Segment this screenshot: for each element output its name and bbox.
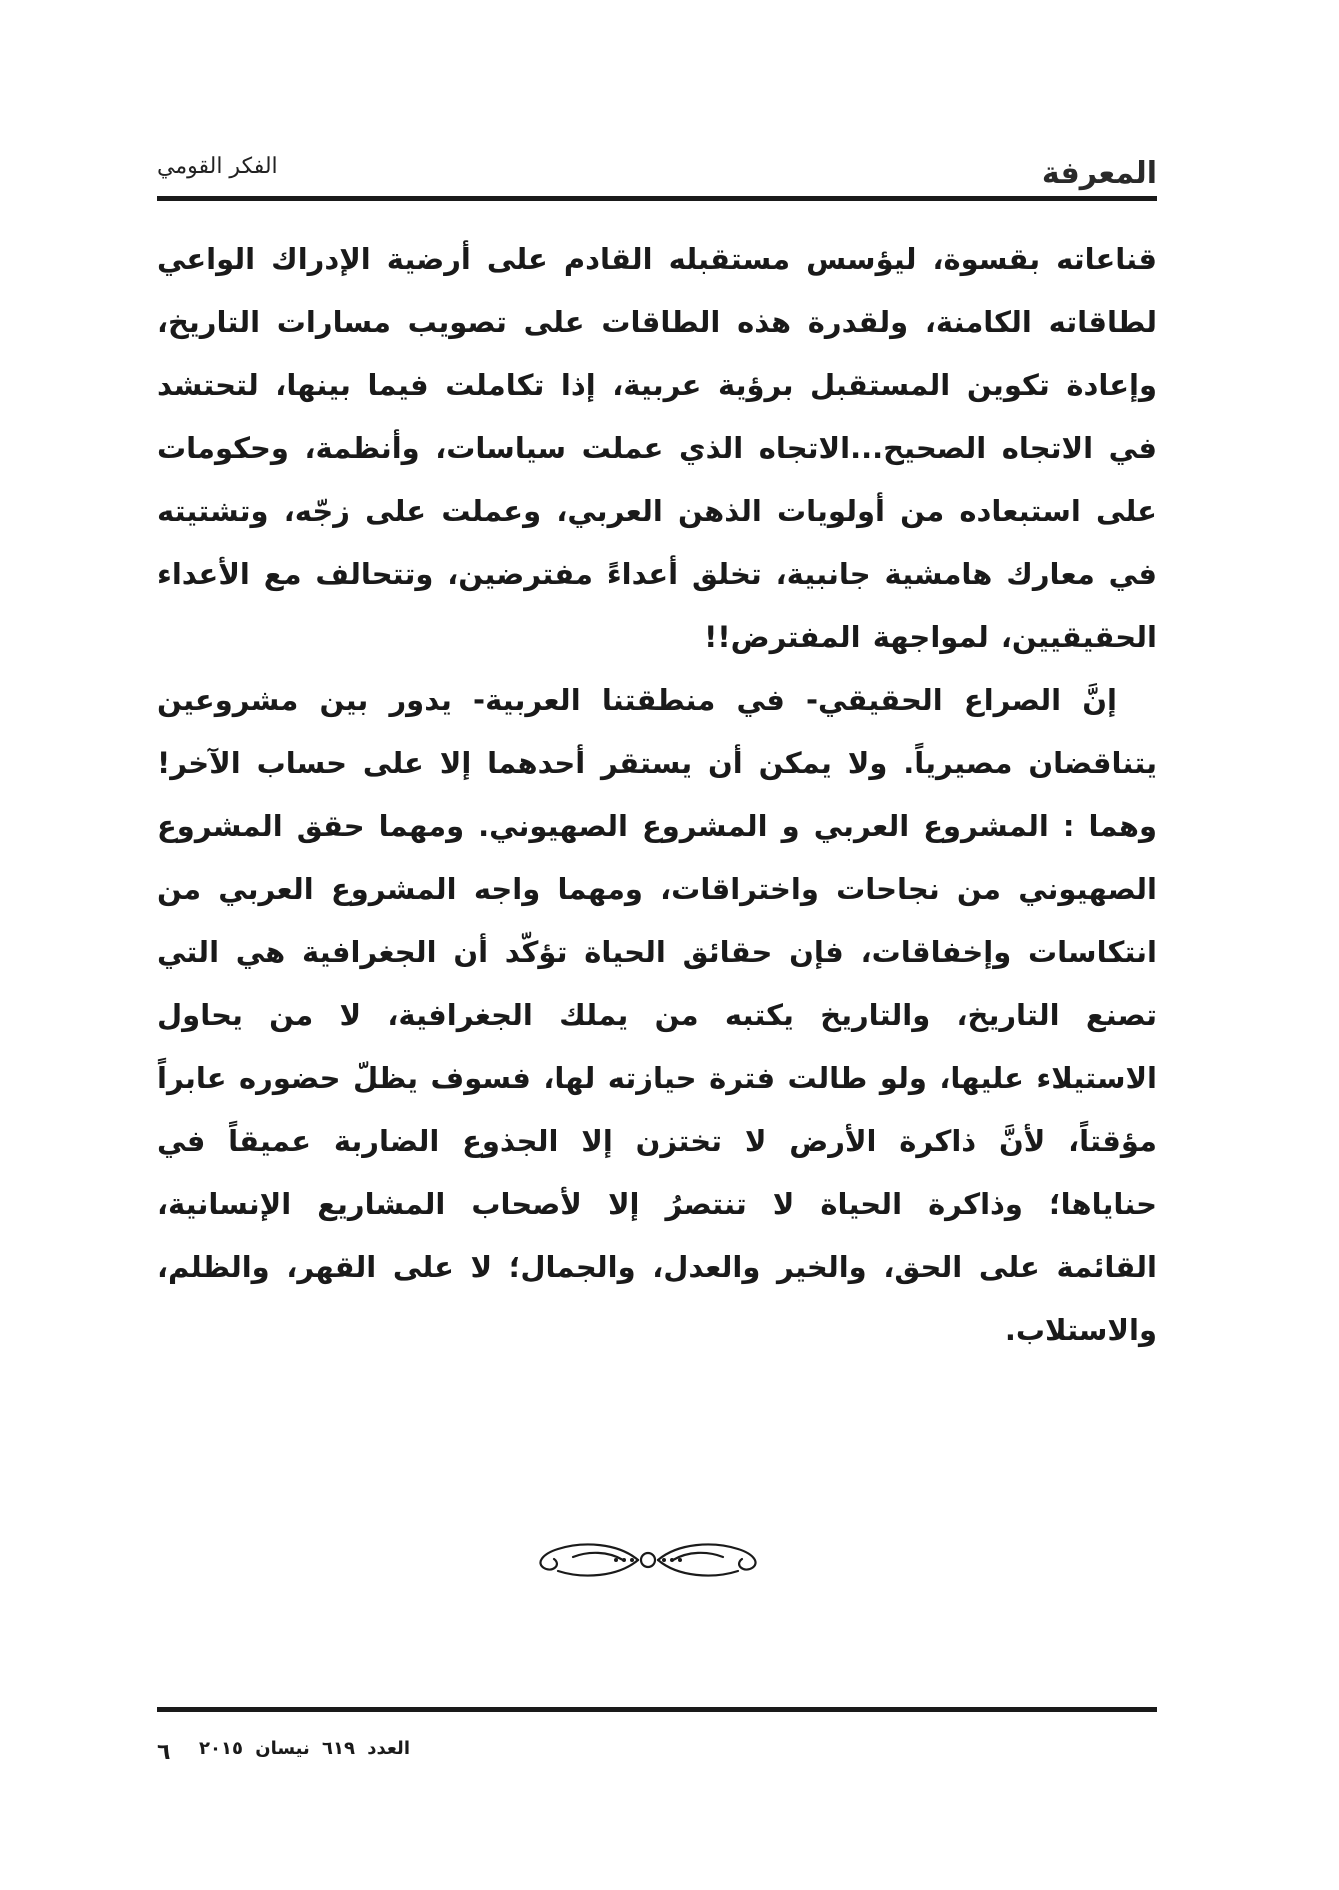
issue-info-text: العدد ٦١٩ نيسان ٢٠١٥ [199,1738,410,1759]
section-title: الفكر القومي [157,154,278,179]
magazine-logo-text: المعرفة [1041,155,1157,191]
paragraph-2: إنَّ الصراع الحقيقي- في منطقتنا العربية- يدور بين مشروعين يتناقضان مصيرياً. ولا يمكن أن يستقر أحدهما إلا على حساب الآخر! وهما : المشروع العربي و المشروع الصهيوني. ومهما حقق المشروع الصهيوني من نجاحات واختراقات، ومهما واجه المشروع العربي من انتكاسات وإخفاقات، فإن حقائق الحياة تؤكّد أن الجغرافية هي التي تصنع التاريخ، والتاريخ يكتبه من يملك الجغرافية، لا من يحاول الاستيلاء عليها، ولو طالت فترة حيازته لها، فسوف يظلّ حضوره عابراً مؤقتاً، لأنَّ ذاكرة الأرض لا تختزن إلا الجذوع الضاربة عميقاً في حناياها؛ وذاكرة الحياة لا تنتصرُ إلا لأصحاب المشاريع الإنسانية، القائمة على الحق، والخير والعدل، والجمال؛ لا على القهر، والظلم، والاستلاب. [157,683,1157,1347]
issue-info [160,1738,410,1759]
ornament-divider-icon [528,1535,768,1585]
footer-divider [157,1707,1157,1712]
page-header [157,150,1157,196]
page-number: ٦ [157,1740,171,1765]
header-divider [157,196,1157,201]
magazine-logo [1042,150,1157,196]
article-body [157,228,1157,1362]
paragraph-1: قناعاته بقسوة، ليؤسس مستقبله القادم على أرضية الإدراك الواعي لطاقاته الكامنة، ولقدرة هذه الطاقات على تصويب مسارات التاريخ، وإعادة تكوين المستقبل برؤية عربية، إذا تكاملت فيما بينها، لتحتشد في الاتجاه الصحيح...الاتجاه الذي عملت سياسات، وأنظمة، وحكومات على استبعاده من أولويات الذهن العربي، وعملت على زجّه، وتشتيته في معارك هامشية جانبية، تخلق أعداءً مفترضين، وتتحالف مع الأعداء الحقيقيين، لمواجهة المفترض!! [157,242,1157,654]
